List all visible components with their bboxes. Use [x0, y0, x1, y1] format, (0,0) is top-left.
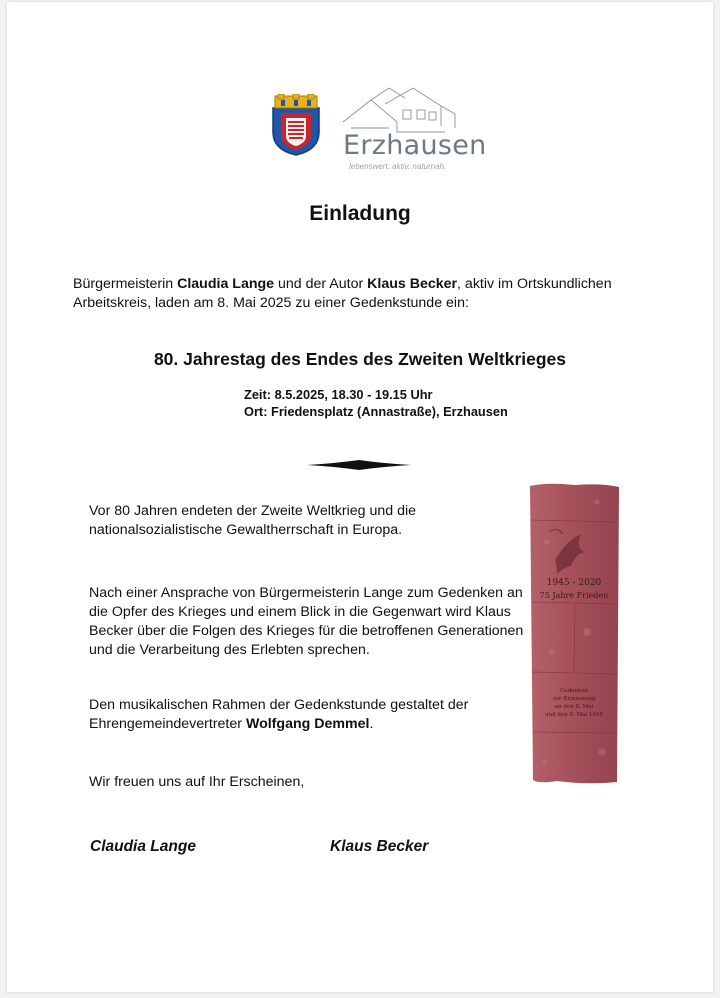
event-headline: 80. Jahrestag des Endes des Zweiten Weltkrieges	[153, 349, 567, 369]
house-outline-icon	[341, 82, 459, 134]
stone-years: 1945 - 2020	[546, 578, 602, 588]
signature-mayor: Claudia Lange	[90, 838, 196, 855]
stone-plaque-line-1: Gedenken	[559, 688, 589, 694]
invitation-page	[7, 2, 713, 992]
coat-of-arms-icon	[269, 94, 323, 156]
tagline: lebenswert. aktiv. naturnah.	[349, 162, 447, 171]
paragraph-program: Nach einer Ansprache von Bürgermeisterin Lange zum Gedenken an die Opfer des Krieges und einem Blick in die Gegenwart wird Klaus Becker über die Folgen des Krieges für die betroffenen Generationen und die Verarbeitung des Erlebten sprechen.	[89, 585, 524, 658]
intro-text-2: und der Autor	[274, 276, 368, 292]
stone-plaque-line-4: und den 8. Mai 1945	[545, 712, 603, 718]
stone-plaque-line-2: zur Erinnerung	[552, 696, 596, 702]
stone-plaque-line-3: an den 8. Mai	[554, 704, 594, 710]
intro-text-1: Bürgermeisterin	[73, 276, 178, 292]
ornamental-divider	[307, 459, 411, 471]
paragraph-closing: Wir freuen uns auf Ihr Erscheinen,	[89, 774, 305, 790]
music-text: Den musikalischen Rahmen der Gedenkstunde gestaltet der Ehrengemeindevertreter	[89, 697, 469, 732]
event-details	[244, 386, 508, 420]
memorial-stone-image	[527, 482, 621, 786]
wordmark: Erzhausen	[343, 130, 487, 161]
logo-block	[269, 82, 487, 172]
paragraph-music	[89, 696, 529, 734]
intro-name-mayor: Claudia Lange	[177, 276, 275, 292]
page-title: Einladung	[309, 202, 411, 225]
stone-label: 75 Jahre Frieden	[539, 591, 609, 600]
event-time: Zeit: 8.5.2025, 18.30 - 19.15 Uhr	[244, 387, 433, 402]
music-name: Wolfgang Demmel	[245, 716, 370, 732]
intro-text-3: , aktiv im Ortskundlichen Arbeitskreis, laden am 8. Mai 2025 zu einer Gedenkstunde ein:	[73, 276, 612, 311]
event-place: Ort: Friedensplatz (Annastraße), Erzhausen	[244, 404, 508, 419]
intro-name-author: Klaus Becker	[367, 276, 458, 292]
intro-paragraph	[73, 275, 643, 313]
signature-author: Klaus Becker	[330, 838, 429, 855]
music-end: .	[369, 716, 374, 732]
paragraph-history: Vor 80 Jahren endeten der Zweite Weltkrieg und die nationalsozialistische Gewaltherrschaft in Europa.	[89, 503, 417, 538]
